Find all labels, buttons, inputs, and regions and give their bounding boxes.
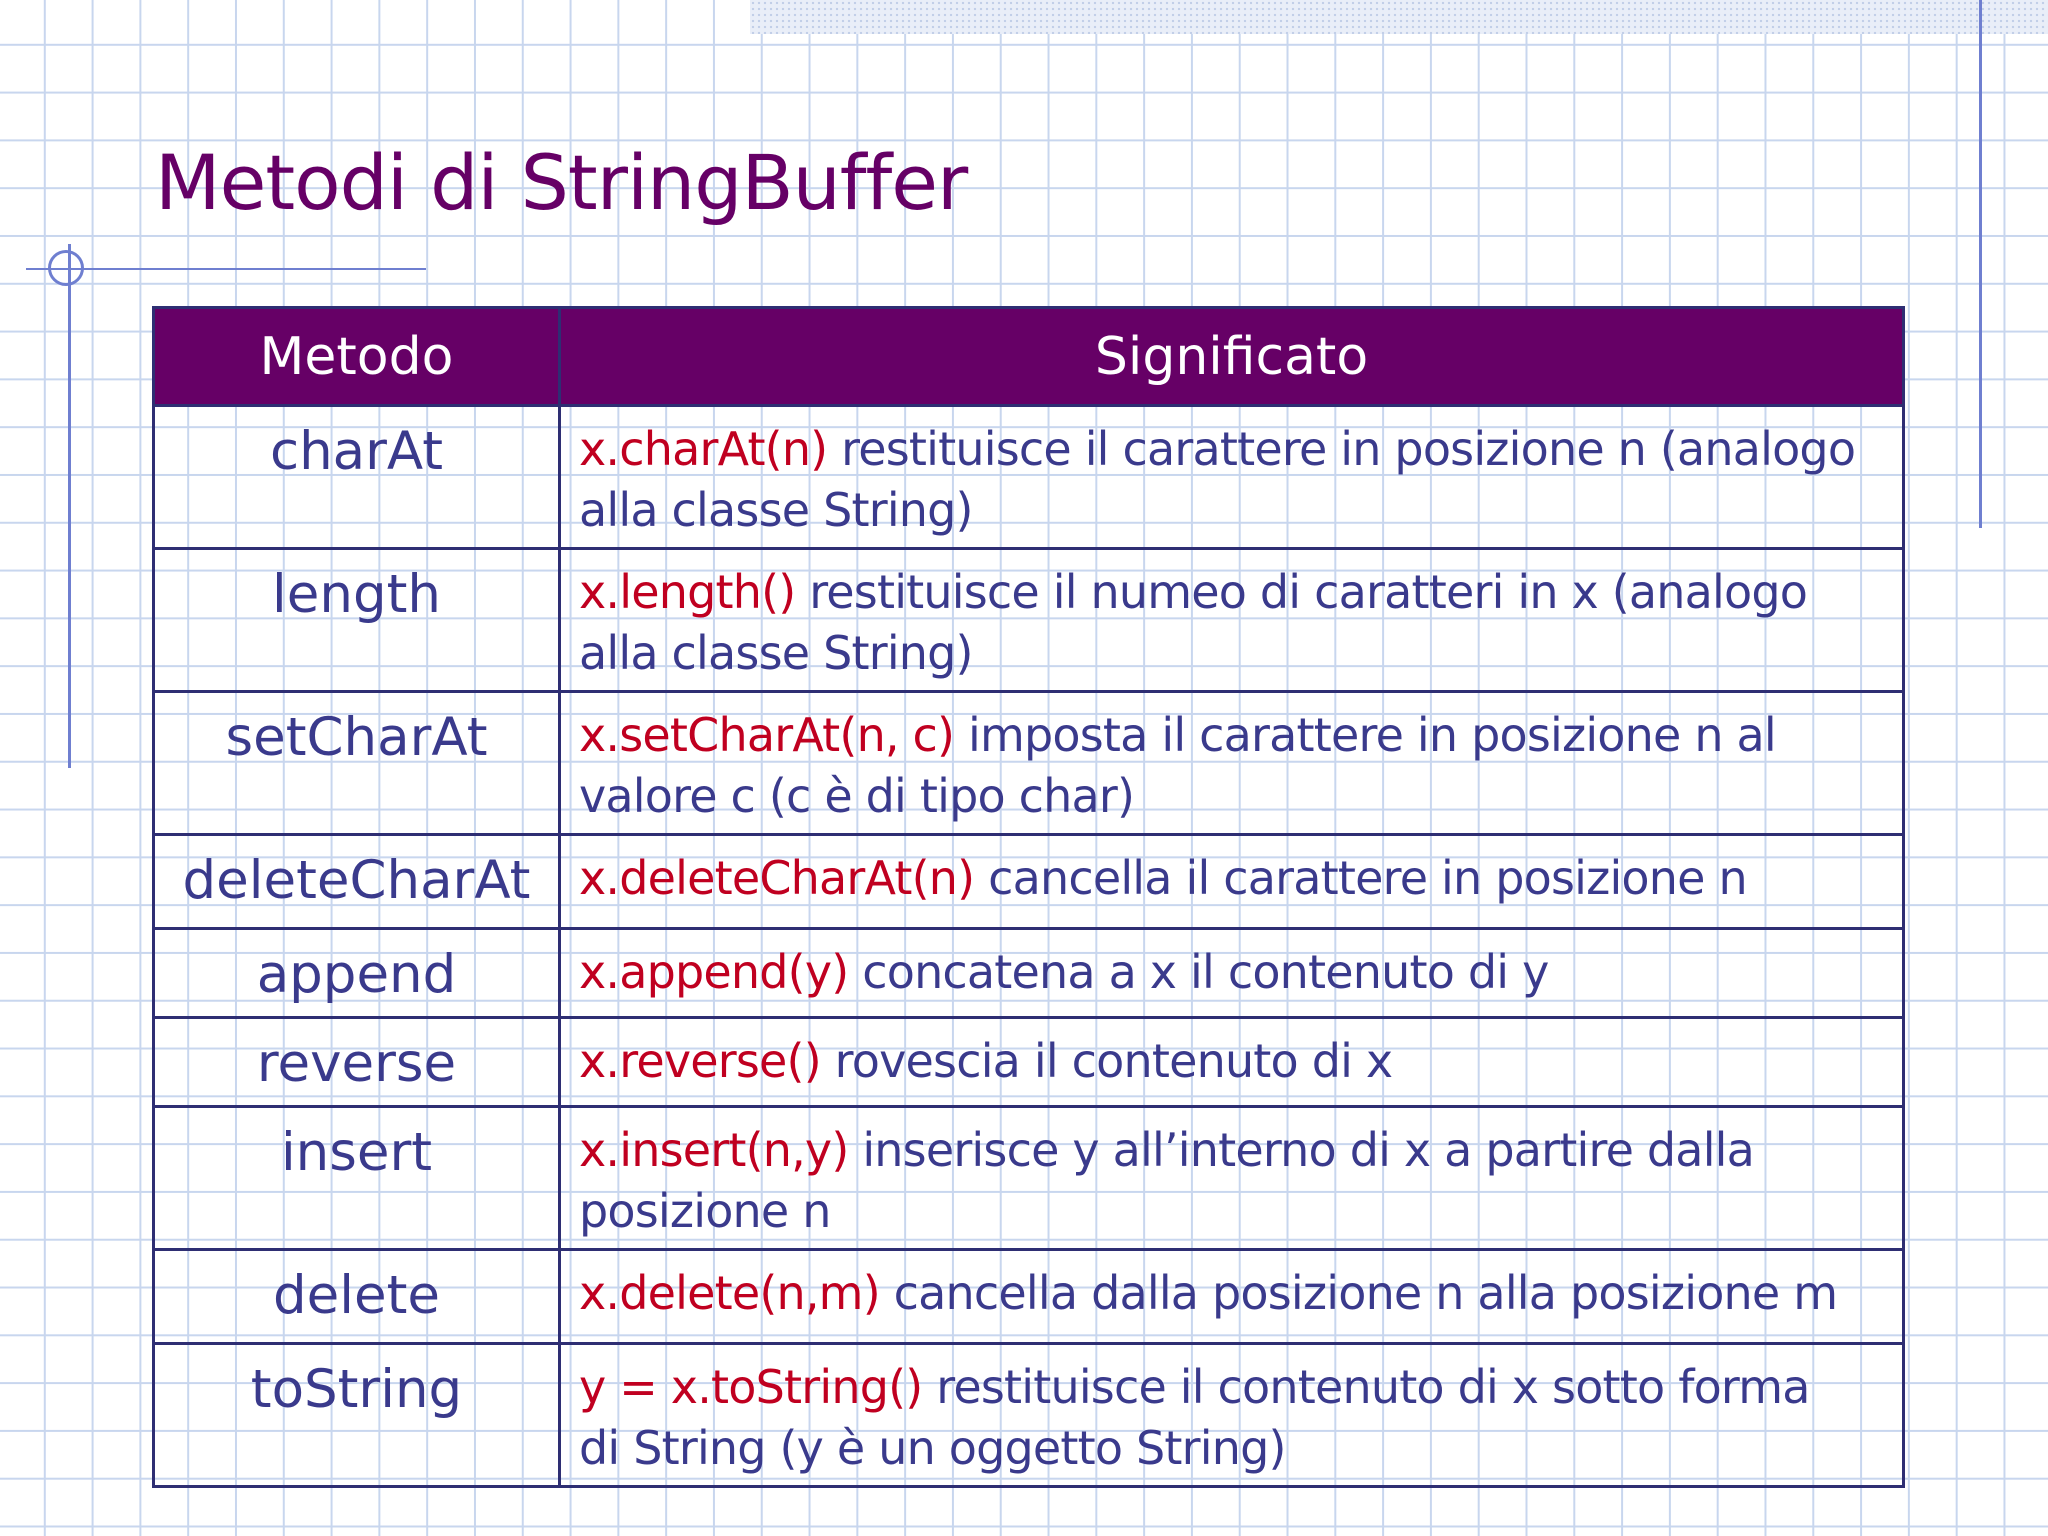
table-row (154, 929, 1904, 1018)
meaning-cell (560, 929, 1904, 1018)
description-text: restituisce il carattere in posizione n (analogo (827, 422, 1856, 476)
method-name-cell: delete (154, 1250, 560, 1344)
code-snippet: x.append(y) (579, 945, 849, 999)
description-text: restituisce il contenuto di x sotto forma (922, 1360, 1810, 1414)
code-snippet: x.deleteCharAt(n) (579, 851, 975, 905)
code-snippet: x.length() (579, 565, 796, 619)
slide-title: Metodi di StringBuffer (155, 138, 968, 227)
code-snippet: x.delete(n,m) (579, 1266, 880, 1320)
description-text: di String (y è un oggetto String) (579, 1421, 1286, 1475)
description-text: alla classe String) (579, 626, 973, 680)
table-row (154, 1107, 1904, 1250)
header-significato: Significato (560, 308, 1904, 406)
code-snippet: x.insert(n,y) (579, 1123, 849, 1177)
method-name-cell: toString (154, 1344, 560, 1487)
title-circle-ornament (48, 250, 84, 286)
meaning-cell (560, 835, 1904, 929)
meaning-cell (560, 1344, 1904, 1487)
meaning-cell (560, 1250, 1904, 1344)
description-text: restituisce il numeo di caratteri in x (analogo (795, 565, 1808, 619)
description-text: rovescia il contenuto di x (820, 1034, 1393, 1088)
left-decorative-rule (68, 244, 71, 768)
meaning-cell (560, 406, 1904, 549)
code-snippet: y = x.toString() (579, 1360, 923, 1414)
table-row (154, 1250, 1904, 1344)
description-text: valore c (c è di tipo char) (579, 769, 1135, 823)
table-header-row (154, 308, 1904, 406)
code-snippet: x.reverse() (579, 1034, 821, 1088)
method-name-cell: append (154, 929, 560, 1018)
description-text: posizione n (579, 1184, 831, 1238)
header-metodo: Metodo (154, 308, 560, 406)
description-text: cancella il carattere in posizione n (974, 851, 1747, 905)
code-snippet: x.setCharAt(n, c) (579, 708, 955, 762)
methods-table (152, 306, 1905, 1488)
description-text: alla classe String) (579, 483, 973, 537)
meaning-cell (560, 549, 1904, 692)
code-snippet: x.charAt(n) (579, 422, 828, 476)
title-underline-rule (26, 268, 426, 270)
method-name-cell: charAt (154, 406, 560, 549)
table-row (154, 1018, 1904, 1107)
method-name-cell: insert (154, 1107, 560, 1250)
method-name-cell: length (154, 549, 560, 692)
table-row (154, 835, 1904, 929)
table-row (154, 692, 1904, 835)
table-row (154, 1344, 1904, 1487)
meaning-cell (560, 1107, 1904, 1250)
description-text: concatena a x il contenuto di y (848, 945, 1549, 999)
description-text: inserisce y all’interno di x a partire dalla (848, 1123, 1755, 1177)
method-name-cell: setCharAt (154, 692, 560, 835)
top-decorative-band (750, 0, 2048, 34)
table-row (154, 549, 1904, 692)
right-decorative-rule (1979, 0, 1982, 528)
table-row (154, 406, 1904, 549)
description-text: cancella dalla posizione n alla posizione m (879, 1266, 1838, 1320)
description-text: imposta il carattere in posizione n al (954, 708, 1776, 762)
method-name-cell: reverse (154, 1018, 560, 1107)
meaning-cell (560, 1018, 1904, 1107)
method-name-cell: deleteCharAt (154, 835, 560, 929)
meaning-cell (560, 692, 1904, 835)
